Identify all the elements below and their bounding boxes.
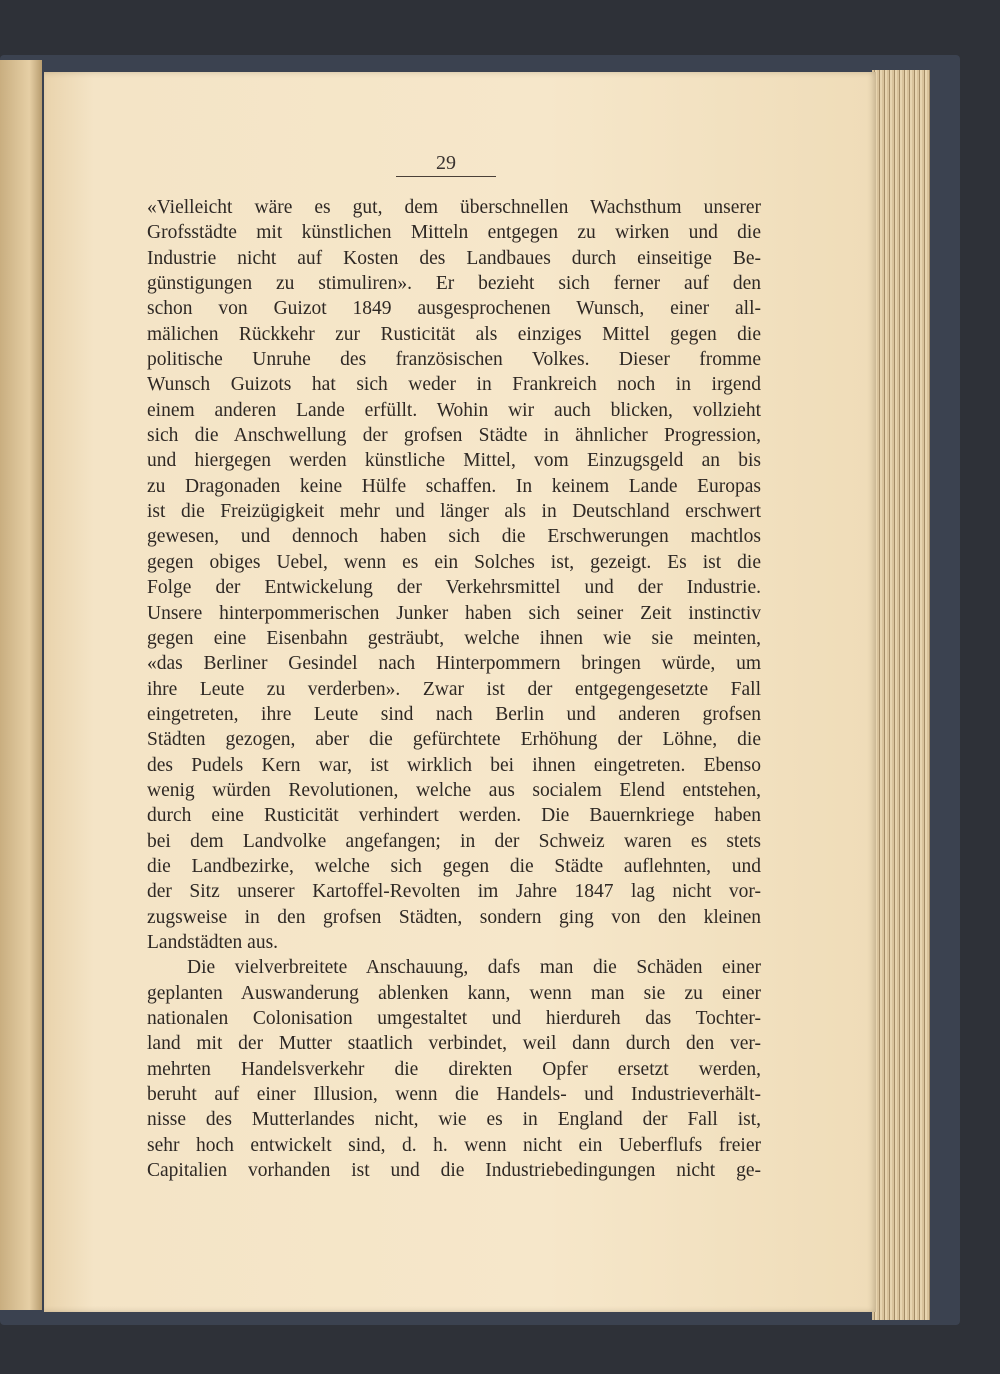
text-line: nisse des Mutterlandes nicht, wie es in England der Fall ist, — [147, 1109, 761, 1131]
text-line: zu Dragonaden keine Hülfe schaffen. In keinem Lande Europas — [147, 475, 761, 497]
page-number-rule — [396, 176, 496, 177]
text-line: schon von Guizot 1849 ausgesprochenen Wunsch, einer all- — [147, 298, 761, 320]
text-line: geplanten Auswanderung ablenken kann, wenn man sie zu einer — [147, 982, 761, 1004]
text-line: Die vielverbreitete Anschauung, dafs man die Schäden einer — [187, 957, 761, 979]
text-line: mälichen Rückkehr zur Rusticität als einziges Mittel gegen die — [147, 323, 761, 345]
text-line: der Sitz unserer Kartoffel-Revolten im Jahre 1847 lag nicht vor- — [147, 881, 761, 903]
page-edges — [872, 70, 930, 1320]
body-text — [147, 195, 761, 1183]
text-line: Grofsstädte mit künstlichen Mitteln entgegen zu wirken und die — [147, 222, 761, 244]
text-line: Städten gezogen, aber die gefürchtete Erhöhung der Löhne, die — [147, 729, 761, 751]
text-line: Wunsch Guizots hat sich weder in Frankreich noch in irgend — [147, 374, 761, 396]
text-line: wenig würden Revolutionen, welche aus socialem Elend entstehen, — [147, 779, 761, 801]
text-line: gegen eine Eisenbahn gesträubt, welche ihnen wie sie meinten, — [147, 627, 761, 649]
text-line: Landstädten aus. — [147, 931, 279, 953]
text-line: des Pudels Kern war, ist wirklich bei ihnen eingetreten. Ebenso — [147, 754, 761, 776]
text-line: zugsweise in den grofsen Städten, sondern ging von den kleinen — [147, 906, 761, 928]
text-line: eingetreten, ihre Leute sind nach Berlin und anderen grofsen — [147, 703, 761, 725]
text-line: gegen obiges Uebel, wenn es ein Solches ist, gezeigt. Es ist die — [147, 551, 761, 573]
text-line: sich die Anschwellung der grofsen Städte in ähnlicher Progression, — [147, 425, 761, 447]
text-line: sehr hoch entwickelt sind, d. h. wenn nicht ein Ueberflufs freier — [147, 1134, 761, 1156]
text-line: Unsere hinterpommerischen Junker haben sich seiner Zeit instinctiv — [147, 602, 761, 624]
text-line: Folge der Entwickelung der Verkehrsmittel und der Industrie. — [147, 577, 761, 599]
text-line: einem anderen Lande erfüllt. Wohin wir auch blicken, vollzieht — [147, 399, 761, 421]
text-line: durch eine Rusticität verhindert werden. Die Bauernkriege haben — [147, 805, 761, 827]
text-line: ihre Leute zu verderben». Zwar ist der entgegengesetzte Fall — [147, 678, 761, 700]
text-line: ist die Freizügigkeit mehr und länger als in Deutschland erschwert — [147, 501, 761, 523]
left-page-edge — [0, 60, 42, 1310]
text-line: «das Berliner Gesindel nach Hinterpommern bringen würde, um — [147, 653, 761, 675]
text-line: nationalen Colonisation umgestaltet und hierdureh das Tochter- — [147, 1008, 761, 1029]
text-line: und hiergegen werden künstliche Mittel, vom Einzugsgeld an bis — [147, 450, 761, 472]
text-line: mehrten Handelsverkehr die direkten Opfer ersetzt werden, — [147, 1058, 761, 1080]
text-line: «Vielleicht wäre es gut, dem überschnellen Wachsthum unserer — [147, 197, 761, 218]
text-line: die Landbezirke, welche sich gegen die Städte auflehnten, und — [147, 855, 761, 877]
text-line: Capitalien vorhanden ist und die Industriebedingungen nicht ge- — [147, 1160, 761, 1182]
text-line: günstigungen zu stimuliren». Er bezieht sich ferner auf den — [147, 273, 761, 295]
text-line: gewesen, und dennoch haben sich die Erschwerungen machtlos — [147, 526, 761, 548]
text-line: politische Unruhe des französischen Volkes. Dieser fromme — [147, 349, 761, 371]
text-line: Industrie nicht auf Kosten des Landbaues durch einseitige Be- — [147, 247, 761, 269]
text-line: bei dem Landvolke angefangen; in der Schweiz waren es stets — [147, 830, 761, 852]
page-number: 29 — [436, 152, 456, 174]
text-line: beruht auf einer Illusion, wenn die Handels- und Industrieverhält- — [147, 1084, 761, 1106]
text-line: land mit der Mutter staatlich verbindet, weil dann durch den ver- — [147, 1033, 761, 1055]
